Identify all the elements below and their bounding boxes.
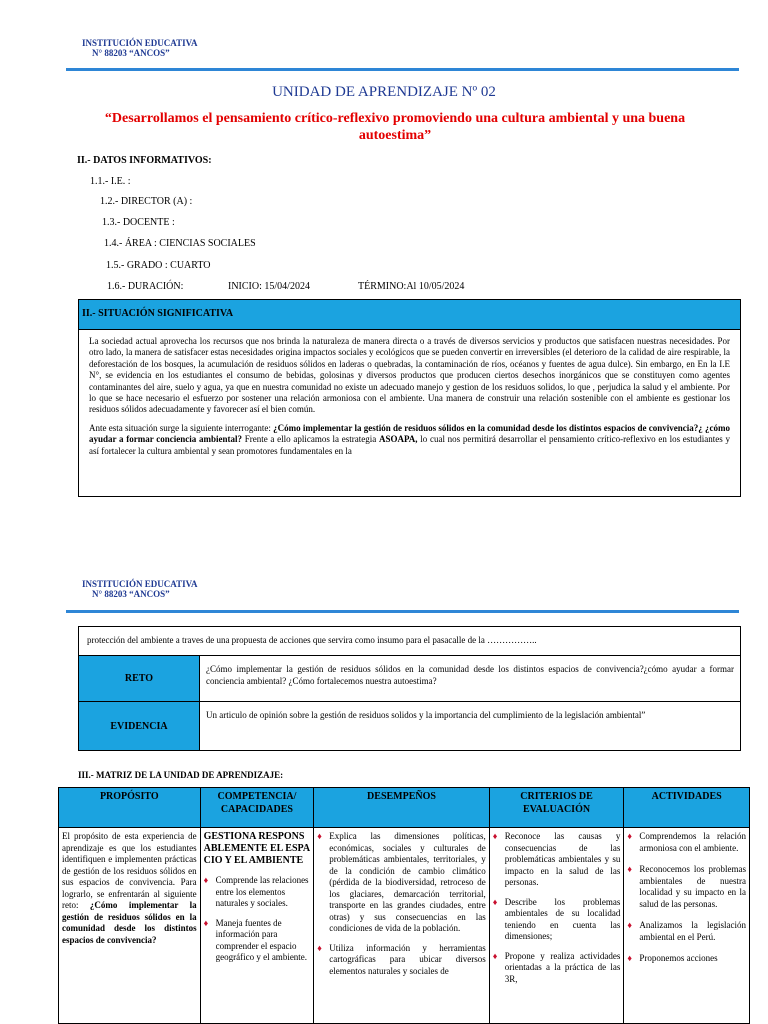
header-criterios: CRITERIOS DE EVALUACIÓN — [490, 788, 625, 827]
p2-strategy: ASOAPA, — [378, 434, 418, 445]
proposito-text: El propósito de esta experiencia de aprendizaje es que los estudiantes identifiquen e implementen prácticas de gestión de los residuos sólidos en sus espacios de convivencia. Para lograrlo, se enfrentarán al siguiente reto: — [62, 831, 197, 910]
info-inicio: INICIO: 15/04/2024 — [228, 281, 310, 292]
unit-subtitle: “Desarrollamos el pensamiento crítico-reflexivo promoviendo una cultura ambiental y una buena autoestima” — [104, 111, 686, 143]
header-divider — [66, 68, 739, 71]
datos-heading: II.- DATOS INFORMATIVOS: — [77, 155, 212, 166]
bullet-icon: ♦ — [492, 831, 498, 841]
bullet-icon: ♦ — [492, 896, 498, 907]
matriz-header-row — [59, 788, 749, 828]
proposito-reto: ¿Cómo implementar la gestión de residuos sólidos en la comunidad desde los distintos espacios de convivencia? — [62, 900, 197, 945]
bullet-icon: ♦ — [203, 875, 209, 885]
evidencia-row — [79, 702, 740, 750]
unit-title: UNIDAD DE APRENDIZAJE Nº 02 — [272, 84, 496, 100]
header-divider-2 — [66, 610, 739, 613]
institution-number: N° 88203 “ANCOS” — [92, 48, 170, 58]
capacidad-text: Maneja fuentes de información para comprender el espacio geográfico y el ambiente. — [215, 917, 308, 962]
situacion-box — [78, 299, 741, 497]
header-desempenos: DESEMPEÑOS — [314, 788, 489, 827]
criterio-item — [493, 831, 621, 889]
header-actividades: ACTIVIDADES — [651, 791, 722, 802]
actividad-item — [627, 831, 746, 854]
actividad-text: Proponemos acciones — [639, 953, 718, 963]
criterio-item — [493, 951, 621, 986]
p2-question: ¿Cómo implementar la gestión de residuos sólidos en la comunidad desde los distintos espacios de convivencia?¿ ¿cómo ayudar a formar conciencia ambiental? — [89, 422, 731, 445]
cell-competencia — [201, 828, 315, 1024]
matriz-heading: III.- MATRIZ DE LA UNIDAD DE APRENDIZAJE: — [78, 770, 284, 780]
evidencia-text: Un articulo de opinión sobre la gestión de residuos solidos y la importancia del cumplimiento de la legislación ambiental” — [206, 710, 646, 720]
situacion-continuation: protección del ambiente a traves de una propuesta de acciones que servira como insumo para el pasacalle de la …………….. — [79, 627, 740, 656]
competencia-title: GESTIONA RESPONSABLEMENTE EL ESPACIO Y EL AMBIENTE — [203, 831, 311, 866]
bullet-icon: ♦ — [317, 831, 322, 841]
actividad-text: Comprendemos la relación armoniosa con el ambiente. — [639, 831, 746, 853]
header-proposito: PROPÓSITO — [59, 788, 201, 827]
desempeno-item — [317, 943, 485, 978]
bullet-icon: ♦ — [627, 831, 632, 841]
evidencia-label: EVIDENCIA — [79, 702, 200, 750]
cell-criterios — [490, 828, 625, 1024]
institution-number-2: N° 88203 “ANCOS” — [92, 589, 170, 599]
cell-proposito — [59, 828, 201, 1024]
info-area: 1.4.- ÁREA : CIENCIAS SOCIALES — [104, 238, 256, 249]
institution-header-2 — [82, 579, 197, 599]
p2-end: lo cual nos permitirá desarrollar el pensamiento crítico-reflexivo en los estudiantes y así fortalecer la cultura ambiental y sean promotores fundamentales en la — [89, 434, 730, 456]
bullet-icon: ♦ — [203, 917, 209, 928]
cell-desempenos — [314, 828, 489, 1024]
situacion-paragraph-1: La sociedad actual aprovecha los recursos que nos brinda la naturaleza de manera directa o a través de diversos servicios y productos que satisfacen nuestras necesidades. Por otro lado, la manera de satisfacer estas necesidades origina impactos sociales y ecológicos que se pueden convertir en irreversibles (el deterioro de la calidad de aire respirable, la deforestación de los bosques, la acumulación de residuos sólidos en laderas o quebradas, la contaminación de ríos, océanos y fuentes de agua dulce). Sin embargo, en En la I.E N°, se evidencia en los estudiantes el consumo de bebidas, golosinas y diversos productos que producen ciertos desechos inorgánicos que se constituyen como agentes contaminantes del aire, suelo y agua, ya que en nuestra comunidad no existe un adecuado manejo y gestion de los residuos solidos, lo que , perjudica la salud y el ambiente. Por lo que se hace necesario el esfuerzo por sostener una relación armoniosa con el ambiente. Una manera de construir una relación sostenible con el ambiente es gestionar los residuos sólidos adecuadamente y favorecer así el bien común. — [89, 336, 730, 415]
actividad-item — [627, 864, 746, 910]
situacion-paragraph-2 — [89, 423, 730, 457]
desempeno-text: Explica las dimensiones políticas, económicas, sociales y culturales de problemáticas ambientales, territoriales, y de la condición de cambio climático (pérdida de la biodiversidad, retroceso de los glaciares, demarcación territorial, transporte en las grandes ciudades, entre otras) y sus consecuencias en las condiciones de vida de la población. — [329, 831, 486, 933]
desempeno-item — [317, 831, 485, 935]
reto-evidencia-table — [78, 626, 741, 751]
institution-header — [82, 38, 197, 58]
reto-label: RETO — [79, 656, 200, 701]
institution-name: INSTITUCIÓN EDUCATIVA — [82, 38, 198, 48]
actividad-text: Reconocemos los problemas ambientales de nuestra localidad y su impacto en la salud de las personas. — [639, 864, 746, 909]
reto-text: ¿Cómo implementar la gestión de residuos sólidos en la comunidad desde los distintos espacios de convivencia?¿cómo ayudar a formar conciencia ambiental? ¿Cómo fortalecemos nuestra autoestima? — [206, 664, 734, 686]
info-duracion: 1.6.- DURACIÓN: — [107, 281, 184, 292]
capacidad-item — [204, 875, 311, 910]
cell-actividades — [624, 828, 749, 1024]
info-grado: 1.5.- GRADO : CUARTO — [106, 260, 211, 271]
desempeno-text: Utiliza información y herramientas cartográficas para ubicar diversos elementos naturales y sociales de — [329, 942, 486, 976]
bullet-icon: ♦ — [627, 864, 632, 874]
p2-mid: Frente a ello aplicamos la estrategia — [242, 434, 379, 445]
header-competencia: COMPETENCIA/ CAPACIDADES — [201, 788, 315, 827]
bullet-icon: ♦ — [627, 953, 632, 963]
info-termino: TÉRMINO:Al 10/05/2024 — [358, 281, 465, 292]
criterio-item — [493, 897, 621, 943]
institution-name-2: INSTITUCIÓN EDUCATIVA — [82, 579, 198, 589]
bullet-icon: ♦ — [492, 950, 498, 961]
reto-row — [79, 656, 740, 702]
bullet-icon: ♦ — [627, 920, 632, 930]
bullet-icon: ♦ — [317, 942, 322, 953]
info-director: 1.2.- DIRECTOR (A) : — [100, 196, 193, 207]
capacidad-item — [204, 918, 311, 964]
info-ie: 1.1.- I.E. : — [90, 176, 131, 187]
actividad-item — [627, 920, 746, 943]
p2-start: Ante esta situación surge la siguiente interrogante: — [89, 422, 274, 433]
situacion-heading: II.- SITUACIÓN SIGNIFICATIVA — [79, 300, 740, 330]
criterio-text: Describe los problemas ambientales de su localidad teniendo en cuenta las dimensiones; — [504, 896, 621, 941]
actividad-item — [627, 953, 746, 965]
capacidad-text: Comprende las relaciones entre los elementos naturales y sociales. — [215, 875, 309, 908]
info-docente: 1.3.- DOCENTE : — [102, 217, 175, 228]
matriz-body-row — [59, 828, 749, 1024]
criterio-text: Reconoce las causas y consecuencias de las problemáticas ambientales y su impacto en la salud de las personas. — [504, 831, 621, 887]
situacion-body — [79, 330, 740, 496]
matriz-table — [58, 787, 750, 1024]
criterio-text: Propone y realiza actividades orientadas a la práctica de las 3R, — [504, 950, 621, 984]
actividad-text: Analizamos la legislación ambiental en el Perú. — [639, 920, 746, 942]
